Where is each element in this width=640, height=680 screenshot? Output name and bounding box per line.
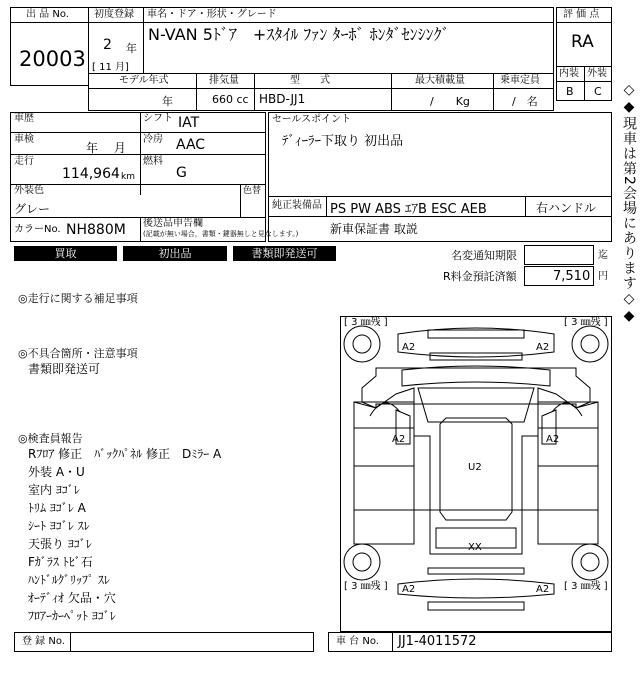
color-code-value: NH880M <box>66 222 126 238</box>
color-value: グレー <box>14 202 51 216</box>
lot-number: 20003 <box>19 47 86 71</box>
venue-banner: ◇◆現車は第2会場にあります◇◆ <box>621 82 637 325</box>
registration-number-label: 登 録 No. <box>22 636 65 647</box>
mark-front-bumper-right: A2 <box>536 342 550 353</box>
shift-label: シフト <box>143 113 173 124</box>
car-name: N-VAN 5ﾄﾞｱ +ｽﾀｲﾙ ﾌｧﾝ ﾀｰﾎﾞ ﾎﾝﾀﾞｾﾝｼﾝｸﾞ <box>148 25 450 44</box>
displacement-value: 660 cc <box>212 93 249 106</box>
car-name-label: 車名・ドア・形状・グレード <box>147 9 277 20</box>
inspection-value: 年 月 <box>86 141 126 155</box>
mileage-unit: km <box>121 172 135 182</box>
inspection-label: 車検 <box>14 134 34 145</box>
ac-value: AAC <box>176 137 206 153</box>
model-year-unit: 年 <box>162 95 173 108</box>
history-label: 車歴 <box>14 113 34 124</box>
ac-label: 冷房 <box>143 134 163 145</box>
equipment-label: 純正装備品 <box>272 200 322 211</box>
max-load-value: / Kg <box>430 95 470 108</box>
docs-label: 後送品申告欄 <box>143 218 203 229</box>
mileage-label: 走行 <box>14 156 34 167</box>
capacity-value: / 名 <box>512 95 538 108</box>
model-type-label: 型 式 <box>290 75 330 86</box>
inspector-line: ﾊﾝﾄﾞﾙｸﾞﾘｯﾌﾟ ｽﾚ <box>28 573 110 587</box>
recycle-fee-unit: 円 <box>598 271 608 282</box>
first-registration-year: 2 <box>103 37 112 53</box>
capacity-label: 乗車定員 <box>500 75 540 86</box>
first-registration-label: 初度登録 <box>94 9 134 20</box>
fuel-label: 燃料 <box>143 156 163 167</box>
displacement-label: 排気量 <box>209 75 239 86</box>
inspector-line: 室内 ﾖｺﾞﾚ <box>28 483 80 497</box>
score-label: 評 価 点 <box>563 9 600 20</box>
inspector-line: ｼｰﾄ ﾖｺﾞﾚ ｽﾚ <box>28 519 90 533</box>
tag-first-listing: 初出品 <box>123 246 227 261</box>
tag-purchase: 買取 <box>14 246 117 261</box>
name-change-deadline-suffix: 迄 <box>598 250 608 261</box>
tyre-rear-right-label: [ 3 ㎜残 ] <box>564 581 608 592</box>
tyre-front-left-label: [ 3 ㎜残 ] <box>344 317 388 328</box>
model-type-value: HBD-JJ1 <box>259 92 306 106</box>
chassis-number-value: JJ1-4011572 <box>398 634 477 649</box>
inspector-title: ◎検査員報告 <box>18 432 83 445</box>
shift-value: IAT <box>178 115 200 131</box>
inspector-line: ﾌﾛｱｰｶｰﾍﾟｯﾄ ﾖｺﾞﾚ <box>28 609 116 623</box>
mark-rear-bumper-right: A2 <box>536 584 550 595</box>
first-registration-month: [ 11 月] <box>92 62 129 73</box>
mark-rear-bumper-left: A2 <box>402 584 416 595</box>
color-code-label: カラーNo. <box>14 224 61 235</box>
inspector-line: 外装 A・U <box>28 465 85 479</box>
exterior-score: C <box>594 85 602 98</box>
name-change-deadline-label: 名変通知期限 <box>451 249 517 262</box>
tyre-front-right-label: [ 3 ㎜残 ] <box>564 317 608 328</box>
recycle-fee-label: R料金預託済額 <box>443 270 517 283</box>
recycle-fee-value: 7,510 <box>553 269 591 284</box>
inspector-line: Fｶﾞﾗｽ ﾄﾋﾞ石 <box>28 555 93 569</box>
chassis-number-label: 車 台 No. <box>336 636 379 647</box>
fuel-value: G <box>176 165 187 181</box>
inspector-line: Rﾌﾛｱ 修正 ﾊﾞｯｸﾊﾟﾈﾙ 修正 Dﾐﾗｰ A <box>28 447 222 461</box>
lot-number-label: 出 品 No. <box>26 9 69 20</box>
score-value: RA <box>571 32 594 52</box>
driving-notes-title: ◎走行に関する補足事項 <box>18 292 138 305</box>
steering-value: 右ハンドル <box>536 201 597 215</box>
defects-line: 書類即発送可 <box>28 362 101 376</box>
interior-score-label: 内装 <box>559 68 579 79</box>
mark-left-side: A2 <box>392 434 406 445</box>
mark-front-bumper-left: A2 <box>402 342 416 353</box>
tag-docs-immediate: 書類即発送可 <box>233 246 336 261</box>
sales-point-value: ﾃﾞｨｰﾗｰ下取り 初出品 <box>282 134 404 149</box>
mark-roof: U2 <box>468 462 482 473</box>
name-change-deadline-box <box>524 245 594 265</box>
model-year-label: モデル年式 <box>119 75 169 86</box>
warranty-value: 新車保証書 取説 <box>330 222 418 236</box>
first-registration-year-unit: 年 <box>126 42 137 55</box>
mileage-value: 114,964 <box>62 166 120 182</box>
inspector-line: ｵｰﾃﾞｨｵ 欠品・穴 <box>28 591 116 605</box>
vehicle-damage-diagram <box>340 316 612 632</box>
docs-note: (記載が無い場合，書類・鍵器無しと見なします。) <box>143 230 299 238</box>
sales-point-label: セールスポイント <box>272 114 352 125</box>
exterior-score-label: 外装 <box>587 68 607 79</box>
interior-score: B <box>566 85 574 98</box>
equipment-value: PS PW ABS ｴｱB ESC AEB <box>330 202 487 217</box>
tyre-rear-left-label: [ 3 ㎜残 ] <box>344 581 388 592</box>
color-label: 外装色 <box>14 185 44 196</box>
color-change-label: 色替 <box>243 186 262 196</box>
inspector-line: ﾄﾘﾑ ﾖｺﾞﾚ A <box>28 501 86 515</box>
defects-title: ◎不具合箇所・注意事項 <box>18 347 138 360</box>
max-load-label: 最大積載量 <box>415 75 465 86</box>
mark-rear-floor: XX <box>468 542 482 553</box>
inspector-line: 天張り ﾖｺﾞﾚ <box>28 537 92 551</box>
mark-right-side: A2 <box>546 434 560 445</box>
